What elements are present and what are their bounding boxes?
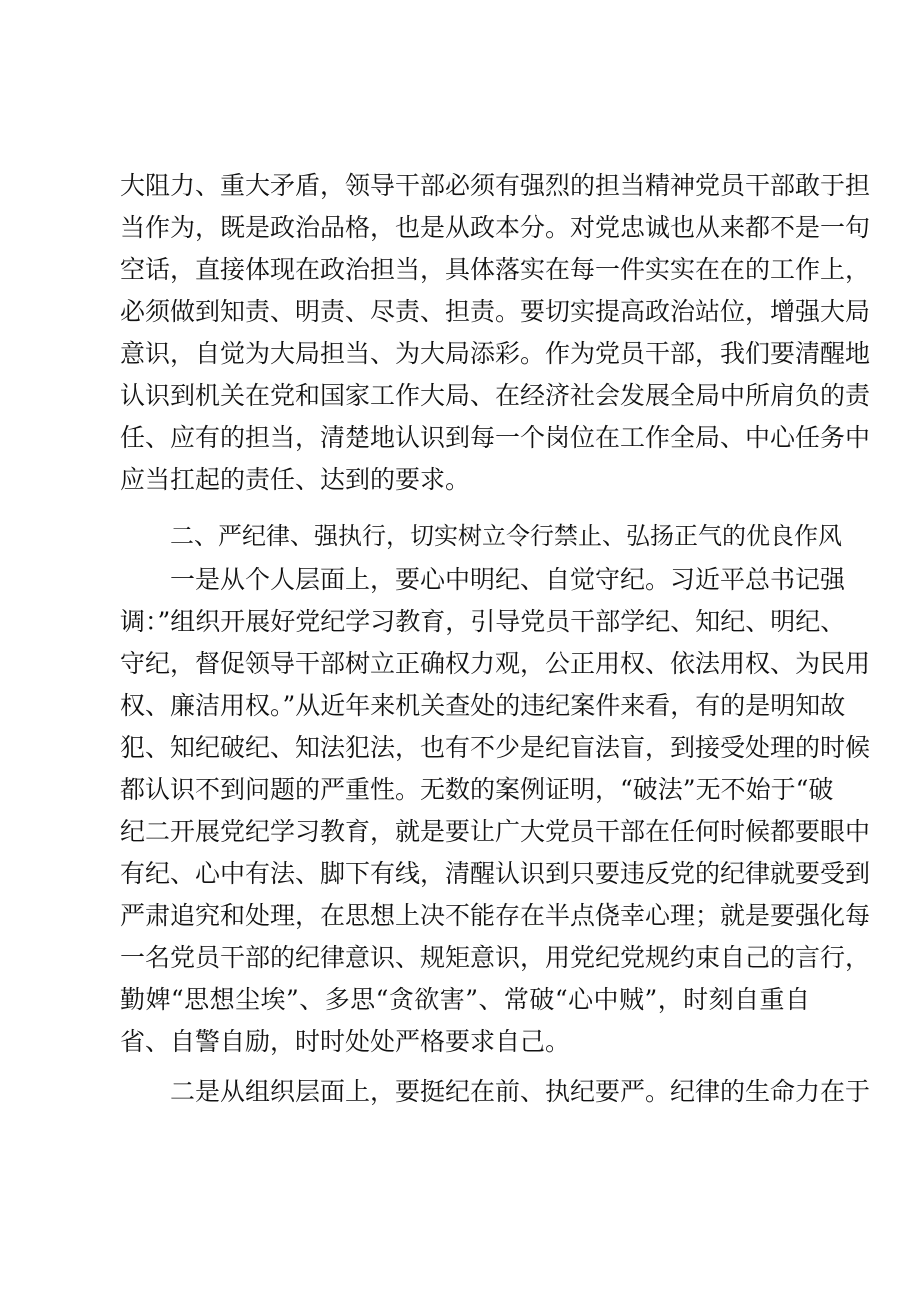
paragraph-line: 调：”组织开展好党纪学习教育，引导党员干部学纪、知纪、明纪、 [120,607,846,636]
paragraph-line: 严肃追究和处理，在思想上决不能存在半点侥幸心理；就是要强化每 [120,901,871,930]
paragraph-line: 任、应有的担当，清楚地认识到每一个岗位在工作全局、中心任务中 [120,423,871,452]
paragraph-line: 一名党员干部的纪律意识、规矩意识，用党纪党规约束自己的言行， [120,943,871,972]
paragraph-line: 都认识不到问题的严重性。无数的案例证明，“破法”无不始于“破 [120,775,834,804]
paragraph-line: 大阻力、重大矛盾，领导干部必须有强烈的担当精神党员干部敢于担 [120,171,871,200]
paragraph-line: 有纪、心中有法、脚下有线，清醒认识到只要违反党的纪律就要受到 [120,859,871,888]
paragraph-line: 空话，直接体现在政治担当，具体落实在每一件实实在在的工作上， [120,255,871,284]
paragraph-line: 应当扛起的责任、达到的要求。 [120,465,471,494]
paragraph-line: 二是从组织层面上，要挺纪在前、执纪要严。纪律的生命力在于 [170,1077,871,1106]
section-heading: 二、严纪律、强执行，切实树立令行禁止、弘扬正气的优良作风 [170,522,842,550]
paragraph-line: 省、自警自励，时时处处严格要求自己。 [120,1027,571,1056]
paragraph-line: 一是从个人层面上，要心中明纪、自觉守纪。习近平总书记强 [170,565,846,594]
paragraph-line: 勤婢“思想尘埃”、多思“贪欲害”、常破“心中贼”，时刻自重自 [120,985,810,1014]
paragraph-line: 认识到机关在党和国家工作大局、在经济社会发展全局中所肩负的责 [120,381,871,410]
paragraph-line: 当作为，既是政治品格，也是从政本分。对党忠诚也从来都不是一句 [120,213,871,242]
paragraph-line: 权、廉洁用权。”从近年来机关查处的违纪案件来看，有的是明知故 [120,691,846,720]
paragraph-line: 意识，自觉为大局担当、为大局添彩。作为党员干部，我们要清醒地 [120,339,871,368]
paragraph-line: 必须做到知责、明责、尽责、担责。要切实提高政治站位，增强大局 [120,297,871,326]
paragraph-line: 犯、知纪破纪、知法犯法，也有不少是纪盲法盲，到接受处理的时候 [120,733,871,762]
paragraph-line: 纪二开展党纪学习教育，就是要让广大党员干部在任何时候都要眼中 [120,817,871,846]
paragraph-line: 守纪，督促领导干部树立正确权力观，公正用权、依法用权、为民用 [120,649,871,678]
